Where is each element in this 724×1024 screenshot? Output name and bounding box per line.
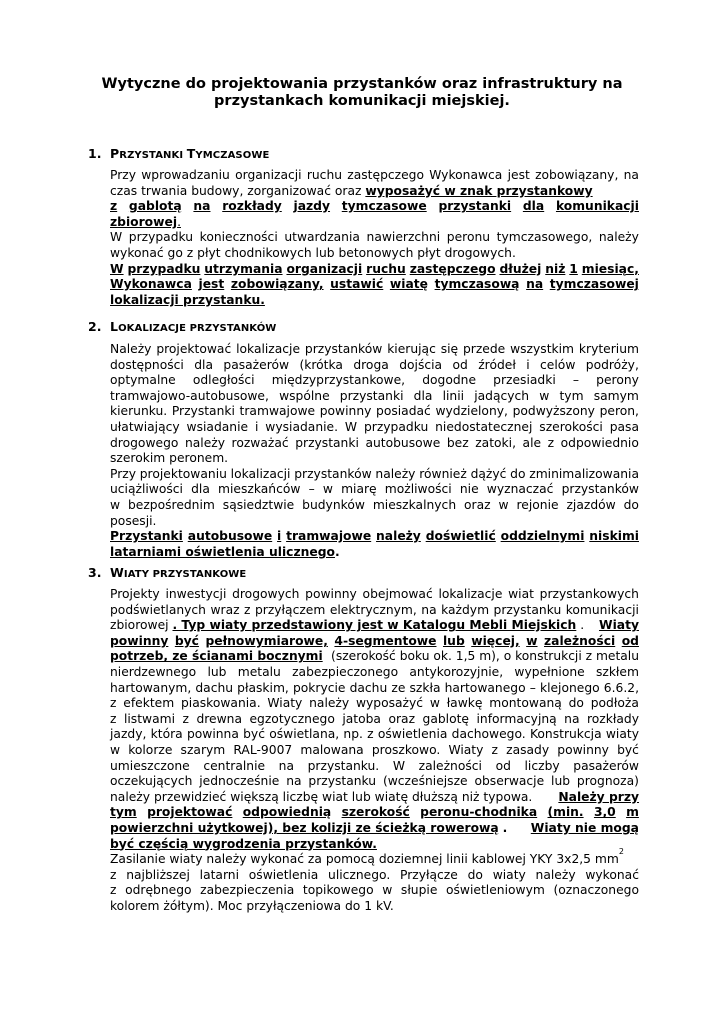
- text-line: kolorem żółtym). Moc przyłączeniowa do 1 kV.: [110, 898, 394, 913]
- text-line: z efektem piaskowania. Wiaty należy wyposażyć w ławkę montowaną do podłoża: [110, 696, 639, 711]
- text-line: umieszczone centralnie na przystanku. W zależności od liczby pasażerów: [110, 758, 639, 773]
- text-line: kierunku. Przystanki tramwajowe powinny posiadać wydzielony, podwyższony peron,: [110, 404, 639, 419]
- text-line: nierdzewnego lub metalu zabezpieczonego antykorozyjnie, wypełnione szkłem: [110, 664, 639, 679]
- section-2-body: [110, 342, 639, 560]
- text-line: Przy projektowaniu lokalizacji przystanków należy również dążyć do zminimalizowania: [110, 466, 639, 481]
- text-line: W przypadku utrzymania organizacji ruchu zastępczego dłużej niż 1 miesiąc,: [110, 261, 639, 276]
- document-title: [60, 76, 664, 110]
- title-line: Wytyczne do projektowania przystanków oraz infrastruktury na: [101, 76, 623, 92]
- text-line: lokalizacji przystanku.: [110, 292, 265, 307]
- text-line: tramwajowo-autobusowe, wspólne przystanki dla linii jadących w tym samym: [110, 388, 639, 403]
- text-line: Przy wprowadzaniu organizacji ruchu zastępczego Wykonawca jest zobowiązany, na: [110, 168, 639, 182]
- text-line: powinny być pełnowymiarowe, 4-segmentowe lub więcej, w zależności od: [110, 633, 639, 648]
- text-line: drogowego należy rozważać przystanki autobusowe bez zatoki, ale z odpowiednio: [110, 435, 639, 450]
- section-heading-2: [88, 319, 276, 337]
- section-title: LOKALIZACJE PRZYSTANKÓW: [110, 319, 277, 334]
- text-line: ułatwiający wsiadanie i wysiadanie. W przypadku niedostatecznej szerokości pasa: [110, 419, 639, 434]
- text-line: tym projektować odpowiednią szerokość peronu-chodnika (min. 3,0 m: [110, 805, 639, 820]
- superscript: 2: [618, 847, 624, 857]
- text-line: Przystanki autobusowe i tramwajowe należy doświetlić oddzielnymi niskimi: [110, 529, 639, 544]
- text-line: z odrębnego zabezpieczenia topikowego w słupie oświetleniowym (oznaczonego: [110, 883, 639, 898]
- text-line: hartowanym, dachu płaskim, pokrycie dachu ze szkła hartowanego – klejonego 6.6.2,: [110, 680, 639, 695]
- section-number: 3.: [88, 565, 102, 580]
- text-line: Zasilanie wiaty należy wykonać za pomocą doziemnej linii kablowej YKY 3x2,5 mm 2: [110, 847, 624, 867]
- text-line: z listwami z drewna egzotycznego jatoba oraz gablotę informacyjną na rozkłady: [110, 711, 639, 726]
- text-line: czas trwania budowy, zorganizować oraz wyposażyć w znak przystankowy: [110, 183, 593, 198]
- text-line: latarniami oświetlenia ulicznego .: [110, 544, 340, 559]
- text-line: w bezpośrednim sąsiedztwie budynków mieszkalnych oraz w rejonie zjazdów do: [110, 497, 639, 512]
- text-line: W przypadku konieczności utwardzania nawierzchni peronu tymczasowego, należy: [110, 230, 639, 245]
- section-title: PRZYSTANKI TYMCZASOWE: [110, 146, 270, 161]
- text-line: być częścią wygrodzenia przystanków.: [110, 836, 377, 851]
- section-number: 1.: [88, 146, 102, 161]
- section-3-body: [110, 587, 639, 914]
- text-line: powierzchni użytkowej), bez kolizji ze ścieżką rowerową . Wiaty nie mogą: [110, 820, 639, 835]
- text-line: Wykonawca jest zobowiązany, ustawić wiatę tymczasową na tymczasowej: [110, 277, 639, 292]
- text-line: dostępności dla pasażerów (krótka droga dojścia od źródeł i celów podróży,: [110, 357, 639, 372]
- text-line: wykonać go z płyt chodnikowych lub betonowych płyt drogowych.: [110, 245, 516, 260]
- text-line: potrzeb, ze ścianami bocznymi (szerokość boku ok. 1,5 m), o konstrukcji z metalu: [110, 649, 639, 664]
- section-number: 2.: [88, 319, 102, 334]
- text-line: z gablotą na rozkłady jazdy tymczasowe przystanki dla komunikacji: [110, 199, 639, 214]
- text-line: podświetlanych wraz z przyłączem elektrycznym, na każdym przystanku komunikacji: [110, 602, 639, 617]
- text-line: zbiorowej . Typ wiaty przedstawiony jest w Katalogu Mebli Miejskich . Wiaty: [110, 618, 639, 633]
- section-heading-1: [88, 146, 269, 164]
- title-line: przystankach komunikacji miejskiej.: [214, 93, 510, 109]
- text-line: optymalne odległości międzyprzystankowe, dogodne przesiadki – perony: [110, 373, 639, 388]
- section-title: WIATY PRZYSTANKOWE: [110, 565, 247, 580]
- text-line: szerokim peronem.: [110, 451, 229, 466]
- text-line: w kolorze szarym RAL-9007 malowana proszkowo. Wiaty z zasady powinny być: [110, 742, 639, 757]
- text-line: uciążliwości dla mieszkańców – w miarę możliwości nie wyznaczać przystanków: [110, 482, 639, 497]
- text-line: zbiorowej .: [110, 214, 181, 229]
- text-line: posesji.: [110, 513, 157, 528]
- text-line: oczekujących jednocześnie na przystanku (wcześniejsze obserwacje lub prognoza): [110, 774, 639, 789]
- text-line: z najbliższej latarni oświetlenia ulicznego. Przyłącze do wiaty należy wykonać: [110, 867, 639, 882]
- text-line: Projekty inwestycji drogowych powinny obejmować lokalizacje wiat przystankowych: [110, 587, 639, 601]
- section-heading-3: [88, 565, 246, 583]
- text-line: jazdy, która powinna być oświetlana, np. z oświetlenia dachowego. Konstrukcja wiaty: [110, 727, 639, 742]
- text-line: Należy projektować lokalizacje przystanków kierując się przede wszystkim kryterium: [110, 342, 639, 356]
- text-line: należy przewidzieć większą liczbę wiat lub wiatę dłuższą niż typowa. Należy przy: [110, 789, 639, 804]
- section-1-body: [110, 168, 639, 308]
